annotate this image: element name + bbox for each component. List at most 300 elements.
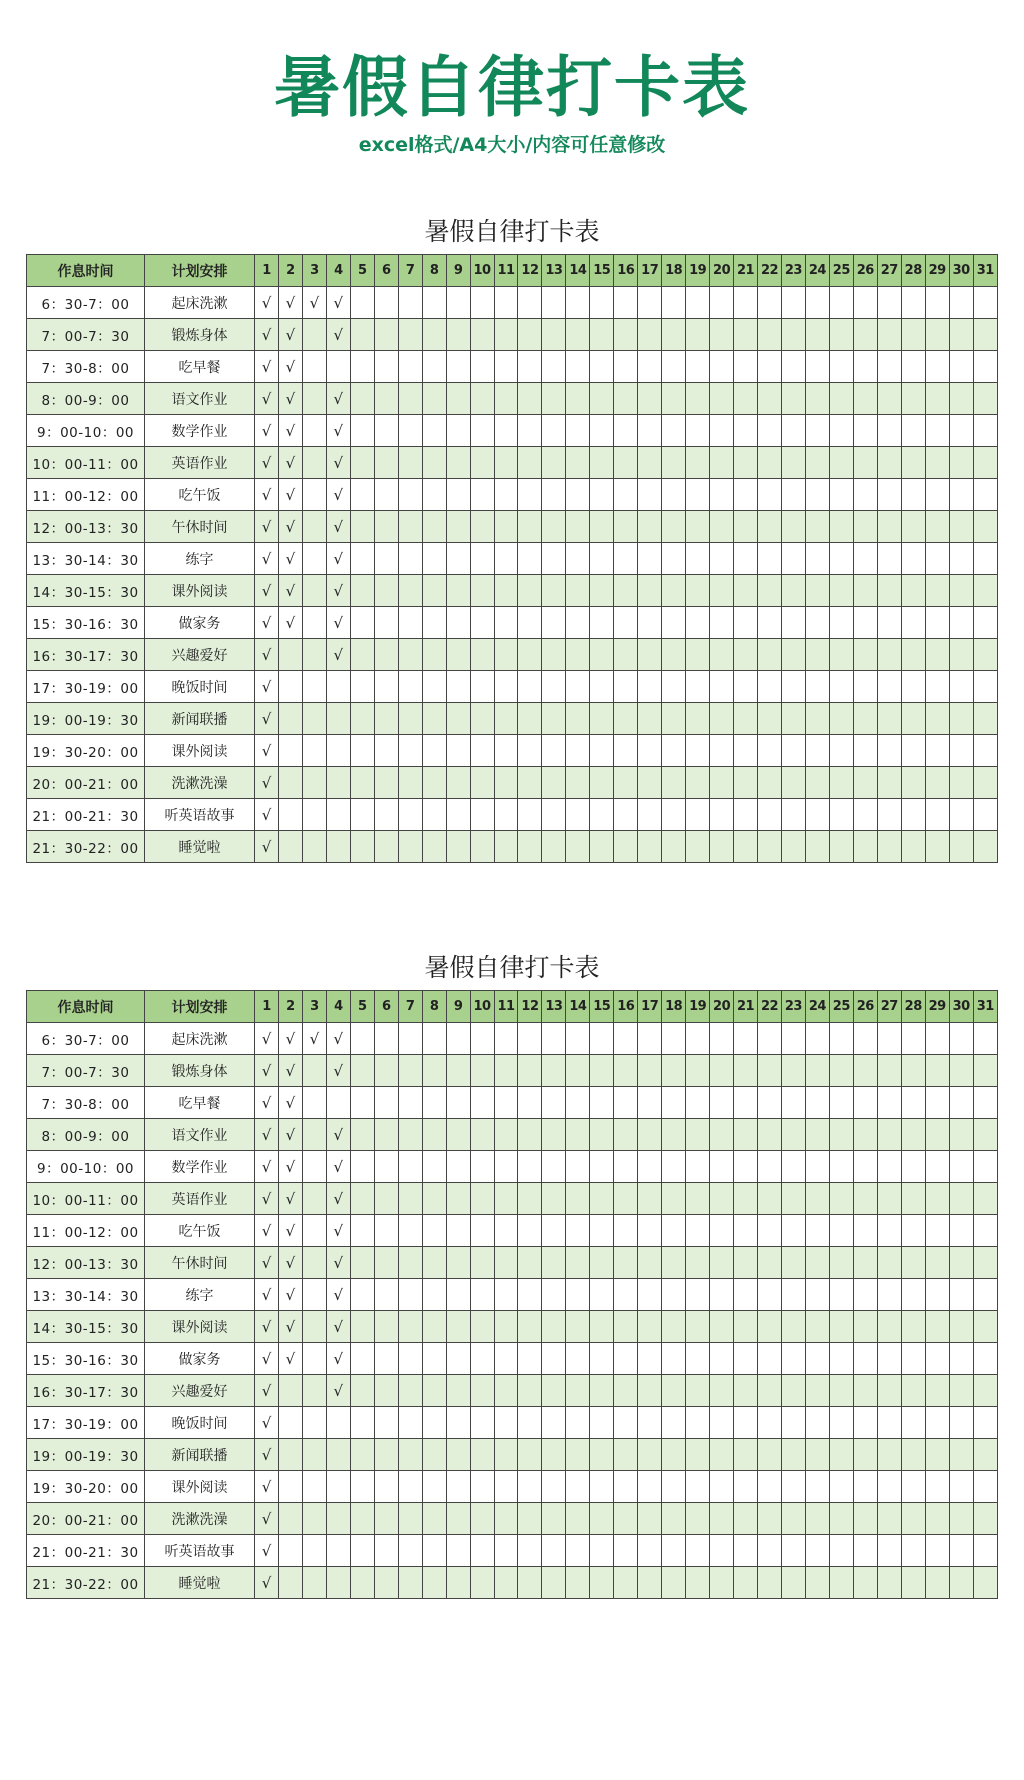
checkin-cell-day-1[interactable]: √ bbox=[255, 735, 279, 767]
checkin-cell-day-13[interactable] bbox=[542, 1311, 566, 1343]
checkin-cell-day-27[interactable] bbox=[877, 383, 901, 415]
checkin-cell-day-23[interactable] bbox=[781, 1503, 805, 1535]
checkin-cell-day-9[interactable] bbox=[446, 1503, 470, 1535]
checkin-cell-day-28[interactable] bbox=[901, 799, 925, 831]
checkin-cell-day-30[interactable] bbox=[949, 383, 973, 415]
checkin-cell-day-30[interactable] bbox=[949, 1343, 973, 1375]
checkin-cell-day-24[interactable] bbox=[805, 1215, 829, 1247]
checkin-cell-day-22[interactable] bbox=[758, 1087, 782, 1119]
checkin-cell-day-26[interactable] bbox=[853, 511, 877, 543]
checkin-cell-day-10[interactable] bbox=[470, 671, 494, 703]
checkin-cell-day-18[interactable] bbox=[662, 575, 686, 607]
checkin-cell-day-29[interactable] bbox=[925, 735, 949, 767]
checkin-cell-day-24[interactable] bbox=[805, 639, 829, 671]
checkin-cell-day-24[interactable] bbox=[805, 1439, 829, 1471]
checkin-cell-day-13[interactable] bbox=[542, 543, 566, 575]
checkin-cell-day-13[interactable] bbox=[542, 575, 566, 607]
checkin-cell-day-12[interactable] bbox=[518, 671, 542, 703]
checkin-cell-day-29[interactable] bbox=[925, 479, 949, 511]
checkin-cell-day-12[interactable] bbox=[518, 1439, 542, 1471]
checkin-cell-day-4[interactable] bbox=[326, 735, 350, 767]
checkin-cell-day-31[interactable] bbox=[973, 1279, 997, 1311]
checkin-cell-day-31[interactable] bbox=[973, 1535, 997, 1567]
checkin-cell-day-27[interactable] bbox=[877, 639, 901, 671]
checkin-cell-day-26[interactable] bbox=[853, 447, 877, 479]
checkin-cell-day-26[interactable] bbox=[853, 1343, 877, 1375]
checkin-cell-day-23[interactable] bbox=[781, 1375, 805, 1407]
checkin-cell-day-20[interactable] bbox=[710, 575, 734, 607]
checkin-cell-day-9[interactable] bbox=[446, 703, 470, 735]
checkin-cell-day-3[interactable] bbox=[302, 1215, 326, 1247]
checkin-cell-day-8[interactable] bbox=[422, 1503, 446, 1535]
checkin-cell-day-19[interactable] bbox=[686, 287, 710, 319]
checkin-cell-day-6[interactable] bbox=[374, 1279, 398, 1311]
checkin-cell-day-14[interactable] bbox=[566, 607, 590, 639]
checkin-cell-day-23[interactable] bbox=[781, 351, 805, 383]
checkin-cell-day-8[interactable] bbox=[422, 1119, 446, 1151]
checkin-cell-day-30[interactable] bbox=[949, 831, 973, 863]
checkin-cell-day-1[interactable]: √ bbox=[255, 351, 279, 383]
checkin-cell-day-28[interactable] bbox=[901, 1055, 925, 1087]
checkin-cell-day-7[interactable] bbox=[398, 1503, 422, 1535]
checkin-cell-day-19[interactable] bbox=[686, 799, 710, 831]
checkin-cell-day-22[interactable] bbox=[758, 831, 782, 863]
checkin-cell-day-5[interactable] bbox=[350, 1567, 374, 1599]
checkin-cell-day-20[interactable] bbox=[710, 287, 734, 319]
checkin-cell-day-29[interactable] bbox=[925, 1567, 949, 1599]
checkin-cell-day-15[interactable] bbox=[590, 671, 614, 703]
checkin-cell-day-7[interactable] bbox=[398, 319, 422, 351]
checkin-cell-day-26[interactable] bbox=[853, 383, 877, 415]
checkin-cell-day-5[interactable] bbox=[350, 1375, 374, 1407]
checkin-cell-day-26[interactable] bbox=[853, 351, 877, 383]
checkin-cell-day-11[interactable] bbox=[494, 1087, 518, 1119]
checkin-cell-day-5[interactable] bbox=[350, 1407, 374, 1439]
checkin-cell-day-24[interactable] bbox=[805, 1055, 829, 1087]
checkin-cell-day-14[interactable] bbox=[566, 1247, 590, 1279]
checkin-cell-day-12[interactable] bbox=[518, 1247, 542, 1279]
checkin-cell-day-24[interactable] bbox=[805, 1471, 829, 1503]
checkin-cell-day-29[interactable] bbox=[925, 1279, 949, 1311]
checkin-cell-day-8[interactable] bbox=[422, 511, 446, 543]
checkin-cell-day-23[interactable] bbox=[781, 1151, 805, 1183]
checkin-cell-day-14[interactable] bbox=[566, 671, 590, 703]
checkin-cell-day-12[interactable] bbox=[518, 607, 542, 639]
checkin-cell-day-17[interactable] bbox=[638, 1439, 662, 1471]
checkin-cell-day-22[interactable] bbox=[758, 511, 782, 543]
checkin-cell-day-10[interactable] bbox=[470, 1471, 494, 1503]
checkin-cell-day-8[interactable] bbox=[422, 735, 446, 767]
checkin-cell-day-26[interactable] bbox=[853, 1311, 877, 1343]
checkin-cell-day-8[interactable] bbox=[422, 767, 446, 799]
checkin-cell-day-15[interactable] bbox=[590, 1471, 614, 1503]
checkin-cell-day-13[interactable] bbox=[542, 319, 566, 351]
checkin-cell-day-10[interactable] bbox=[470, 1023, 494, 1055]
checkin-cell-day-4[interactable] bbox=[326, 1471, 350, 1503]
checkin-cell-day-25[interactable] bbox=[829, 1279, 853, 1311]
checkin-cell-day-25[interactable] bbox=[829, 511, 853, 543]
checkin-cell-day-1[interactable]: √ bbox=[255, 671, 279, 703]
checkin-cell-day-14[interactable] bbox=[566, 831, 590, 863]
checkin-cell-day-8[interactable] bbox=[422, 1311, 446, 1343]
checkin-cell-day-15[interactable] bbox=[590, 735, 614, 767]
checkin-cell-day-3[interactable] bbox=[302, 671, 326, 703]
checkin-cell-day-11[interactable] bbox=[494, 447, 518, 479]
checkin-cell-day-3[interactable] bbox=[302, 1183, 326, 1215]
checkin-cell-day-21[interactable] bbox=[734, 415, 758, 447]
checkin-cell-day-19[interactable] bbox=[686, 1407, 710, 1439]
checkin-cell-day-12[interactable] bbox=[518, 703, 542, 735]
checkin-cell-day-17[interactable] bbox=[638, 639, 662, 671]
checkin-cell-day-22[interactable] bbox=[758, 735, 782, 767]
checkin-cell-day-11[interactable] bbox=[494, 1247, 518, 1279]
checkin-cell-day-15[interactable] bbox=[590, 1567, 614, 1599]
checkin-cell-day-2[interactable] bbox=[278, 735, 302, 767]
checkin-cell-day-6[interactable] bbox=[374, 1023, 398, 1055]
checkin-cell-day-15[interactable] bbox=[590, 1087, 614, 1119]
checkin-cell-day-18[interactable] bbox=[662, 415, 686, 447]
checkin-cell-day-22[interactable] bbox=[758, 383, 782, 415]
checkin-cell-day-9[interactable] bbox=[446, 1119, 470, 1151]
checkin-cell-day-23[interactable] bbox=[781, 639, 805, 671]
checkin-cell-day-23[interactable] bbox=[781, 735, 805, 767]
checkin-cell-day-10[interactable] bbox=[470, 639, 494, 671]
checkin-cell-day-11[interactable] bbox=[494, 767, 518, 799]
checkin-cell-day-31[interactable] bbox=[973, 1215, 997, 1247]
checkin-cell-day-11[interactable] bbox=[494, 575, 518, 607]
checkin-cell-day-15[interactable] bbox=[590, 607, 614, 639]
checkin-cell-day-3[interactable] bbox=[302, 639, 326, 671]
checkin-cell-day-24[interactable] bbox=[805, 511, 829, 543]
checkin-cell-day-20[interactable] bbox=[710, 1023, 734, 1055]
checkin-cell-day-11[interactable] bbox=[494, 799, 518, 831]
checkin-cell-day-5[interactable] bbox=[350, 1471, 374, 1503]
checkin-cell-day-29[interactable] bbox=[925, 607, 949, 639]
checkin-cell-day-23[interactable] bbox=[781, 1439, 805, 1471]
checkin-cell-day-15[interactable] bbox=[590, 1279, 614, 1311]
checkin-cell-day-8[interactable] bbox=[422, 479, 446, 511]
checkin-cell-day-25[interactable] bbox=[829, 1311, 853, 1343]
checkin-cell-day-29[interactable] bbox=[925, 287, 949, 319]
checkin-cell-day-26[interactable] bbox=[853, 1087, 877, 1119]
checkin-cell-day-29[interactable] bbox=[925, 639, 949, 671]
checkin-cell-day-16[interactable] bbox=[614, 1151, 638, 1183]
checkin-cell-day-7[interactable] bbox=[398, 671, 422, 703]
checkin-cell-day-15[interactable] bbox=[590, 799, 614, 831]
checkin-cell-day-17[interactable] bbox=[638, 799, 662, 831]
checkin-cell-day-17[interactable] bbox=[638, 1343, 662, 1375]
checkin-cell-day-10[interactable] bbox=[470, 415, 494, 447]
checkin-cell-day-16[interactable] bbox=[614, 1023, 638, 1055]
checkin-cell-day-20[interactable] bbox=[710, 1503, 734, 1535]
checkin-cell-day-5[interactable] bbox=[350, 1055, 374, 1087]
checkin-cell-day-9[interactable] bbox=[446, 1343, 470, 1375]
checkin-cell-day-6[interactable] bbox=[374, 1439, 398, 1471]
checkin-cell-day-6[interactable] bbox=[374, 511, 398, 543]
checkin-cell-day-2[interactable]: √ bbox=[278, 1343, 302, 1375]
checkin-cell-day-14[interactable] bbox=[566, 1311, 590, 1343]
checkin-cell-day-11[interactable] bbox=[494, 1151, 518, 1183]
checkin-cell-day-30[interactable] bbox=[949, 351, 973, 383]
checkin-cell-day-26[interactable] bbox=[853, 575, 877, 607]
checkin-cell-day-11[interactable] bbox=[494, 1343, 518, 1375]
checkin-cell-day-26[interactable] bbox=[853, 767, 877, 799]
checkin-cell-day-21[interactable] bbox=[734, 607, 758, 639]
checkin-cell-day-15[interactable] bbox=[590, 1183, 614, 1215]
checkin-cell-day-29[interactable] bbox=[925, 1311, 949, 1343]
checkin-cell-day-1[interactable]: √ bbox=[255, 1055, 279, 1087]
checkin-cell-day-19[interactable] bbox=[686, 447, 710, 479]
checkin-cell-day-17[interactable] bbox=[638, 831, 662, 863]
checkin-cell-day-2[interactable]: √ bbox=[278, 543, 302, 575]
checkin-cell-day-12[interactable] bbox=[518, 1343, 542, 1375]
checkin-cell-day-14[interactable] bbox=[566, 1503, 590, 1535]
checkin-cell-day-3[interactable] bbox=[302, 607, 326, 639]
checkin-cell-day-30[interactable] bbox=[949, 511, 973, 543]
checkin-cell-day-18[interactable] bbox=[662, 703, 686, 735]
checkin-cell-day-29[interactable] bbox=[925, 351, 949, 383]
checkin-cell-day-12[interactable] bbox=[518, 447, 542, 479]
checkin-cell-day-8[interactable] bbox=[422, 607, 446, 639]
checkin-cell-day-14[interactable] bbox=[566, 1087, 590, 1119]
checkin-cell-day-22[interactable] bbox=[758, 1503, 782, 1535]
checkin-cell-day-8[interactable] bbox=[422, 415, 446, 447]
checkin-cell-day-31[interactable] bbox=[973, 1247, 997, 1279]
checkin-cell-day-27[interactable] bbox=[877, 1151, 901, 1183]
checkin-cell-day-12[interactable] bbox=[518, 1535, 542, 1567]
checkin-cell-day-4[interactable] bbox=[326, 1567, 350, 1599]
checkin-cell-day-10[interactable] bbox=[470, 767, 494, 799]
checkin-cell-day-2[interactable] bbox=[278, 703, 302, 735]
checkin-cell-day-5[interactable] bbox=[350, 1535, 374, 1567]
checkin-cell-day-26[interactable] bbox=[853, 1247, 877, 1279]
checkin-cell-day-28[interactable] bbox=[901, 351, 925, 383]
checkin-cell-day-15[interactable] bbox=[590, 415, 614, 447]
checkin-cell-day-1[interactable]: √ bbox=[255, 1151, 279, 1183]
checkin-cell-day-4[interactable]: √ bbox=[326, 415, 350, 447]
checkin-cell-day-20[interactable] bbox=[710, 703, 734, 735]
checkin-cell-day-12[interactable] bbox=[518, 1375, 542, 1407]
checkin-cell-day-26[interactable] bbox=[853, 1279, 877, 1311]
checkin-cell-day-9[interactable] bbox=[446, 671, 470, 703]
checkin-cell-day-31[interactable] bbox=[973, 799, 997, 831]
checkin-cell-day-1[interactable]: √ bbox=[255, 1567, 279, 1599]
checkin-cell-day-3[interactable] bbox=[302, 575, 326, 607]
checkin-cell-day-22[interactable] bbox=[758, 607, 782, 639]
checkin-cell-day-28[interactable] bbox=[901, 383, 925, 415]
checkin-cell-day-29[interactable] bbox=[925, 1375, 949, 1407]
checkin-cell-day-13[interactable] bbox=[542, 511, 566, 543]
checkin-cell-day-4[interactable] bbox=[326, 1535, 350, 1567]
checkin-cell-day-3[interactable] bbox=[302, 831, 326, 863]
checkin-cell-day-15[interactable] bbox=[590, 1535, 614, 1567]
checkin-cell-day-10[interactable] bbox=[470, 1343, 494, 1375]
checkin-cell-day-1[interactable]: √ bbox=[255, 831, 279, 863]
checkin-cell-day-27[interactable] bbox=[877, 287, 901, 319]
checkin-cell-day-4[interactable]: √ bbox=[326, 1247, 350, 1279]
checkin-cell-day-2[interactable]: √ bbox=[278, 1247, 302, 1279]
checkin-cell-day-7[interactable] bbox=[398, 639, 422, 671]
checkin-cell-day-21[interactable] bbox=[734, 1055, 758, 1087]
checkin-cell-day-13[interactable] bbox=[542, 1343, 566, 1375]
checkin-cell-day-6[interactable] bbox=[374, 319, 398, 351]
checkin-cell-day-31[interactable] bbox=[973, 607, 997, 639]
checkin-cell-day-2[interactable]: √ bbox=[278, 1183, 302, 1215]
checkin-cell-day-24[interactable] bbox=[805, 735, 829, 767]
checkin-cell-day-21[interactable] bbox=[734, 1215, 758, 1247]
checkin-cell-day-4[interactable]: √ bbox=[326, 1215, 350, 1247]
checkin-cell-day-14[interactable] bbox=[566, 1055, 590, 1087]
checkin-cell-day-22[interactable] bbox=[758, 447, 782, 479]
checkin-cell-day-31[interactable] bbox=[973, 767, 997, 799]
checkin-cell-day-19[interactable] bbox=[686, 703, 710, 735]
checkin-cell-day-7[interactable] bbox=[398, 735, 422, 767]
checkin-cell-day-19[interactable] bbox=[686, 1439, 710, 1471]
checkin-cell-day-20[interactable] bbox=[710, 1311, 734, 1343]
checkin-cell-day-18[interactable] bbox=[662, 1567, 686, 1599]
checkin-cell-day-19[interactable] bbox=[686, 415, 710, 447]
checkin-cell-day-9[interactable] bbox=[446, 1151, 470, 1183]
checkin-cell-day-5[interactable] bbox=[350, 831, 374, 863]
checkin-cell-day-4[interactable]: √ bbox=[326, 447, 350, 479]
checkin-cell-day-31[interactable] bbox=[973, 1439, 997, 1471]
checkin-cell-day-24[interactable] bbox=[805, 1087, 829, 1119]
checkin-cell-day-28[interactable] bbox=[901, 767, 925, 799]
checkin-cell-day-23[interactable] bbox=[781, 1535, 805, 1567]
checkin-cell-day-16[interactable] bbox=[614, 767, 638, 799]
checkin-cell-day-11[interactable] bbox=[494, 1119, 518, 1151]
checkin-cell-day-2[interactable] bbox=[278, 639, 302, 671]
checkin-cell-day-9[interactable] bbox=[446, 799, 470, 831]
checkin-cell-day-24[interactable] bbox=[805, 1407, 829, 1439]
checkin-cell-day-17[interactable] bbox=[638, 511, 662, 543]
checkin-cell-day-16[interactable] bbox=[614, 1407, 638, 1439]
checkin-cell-day-15[interactable] bbox=[590, 767, 614, 799]
checkin-cell-day-31[interactable] bbox=[973, 1311, 997, 1343]
checkin-cell-day-29[interactable] bbox=[925, 1471, 949, 1503]
checkin-cell-day-11[interactable] bbox=[494, 1023, 518, 1055]
checkin-cell-day-28[interactable] bbox=[901, 319, 925, 351]
checkin-cell-day-3[interactable] bbox=[302, 799, 326, 831]
checkin-cell-day-2[interactable]: √ bbox=[278, 511, 302, 543]
checkin-cell-day-24[interactable] bbox=[805, 1151, 829, 1183]
checkin-cell-day-8[interactable] bbox=[422, 351, 446, 383]
checkin-cell-day-20[interactable] bbox=[710, 479, 734, 511]
checkin-cell-day-25[interactable] bbox=[829, 1471, 853, 1503]
checkin-cell-day-25[interactable] bbox=[829, 1567, 853, 1599]
checkin-cell-day-27[interactable] bbox=[877, 1311, 901, 1343]
checkin-cell-day-12[interactable] bbox=[518, 415, 542, 447]
checkin-cell-day-31[interactable] bbox=[973, 319, 997, 351]
checkin-cell-day-14[interactable] bbox=[566, 1375, 590, 1407]
checkin-cell-day-22[interactable] bbox=[758, 1023, 782, 1055]
checkin-cell-day-7[interactable] bbox=[398, 703, 422, 735]
checkin-cell-day-15[interactable] bbox=[590, 287, 614, 319]
checkin-cell-day-20[interactable] bbox=[710, 1151, 734, 1183]
checkin-cell-day-20[interactable] bbox=[710, 831, 734, 863]
checkin-cell-day-16[interactable] bbox=[614, 383, 638, 415]
checkin-cell-day-23[interactable] bbox=[781, 1407, 805, 1439]
checkin-cell-day-6[interactable] bbox=[374, 1119, 398, 1151]
checkin-cell-day-24[interactable] bbox=[805, 1119, 829, 1151]
checkin-cell-day-17[interactable] bbox=[638, 607, 662, 639]
checkin-cell-day-3[interactable] bbox=[302, 319, 326, 351]
checkin-cell-day-15[interactable] bbox=[590, 319, 614, 351]
checkin-cell-day-27[interactable] bbox=[877, 671, 901, 703]
checkin-cell-day-5[interactable] bbox=[350, 1343, 374, 1375]
checkin-cell-day-23[interactable] bbox=[781, 447, 805, 479]
checkin-cell-day-30[interactable] bbox=[949, 607, 973, 639]
checkin-cell-day-21[interactable] bbox=[734, 351, 758, 383]
checkin-cell-day-3[interactable] bbox=[302, 703, 326, 735]
checkin-cell-day-28[interactable] bbox=[901, 415, 925, 447]
checkin-cell-day-16[interactable] bbox=[614, 1119, 638, 1151]
checkin-cell-day-6[interactable] bbox=[374, 351, 398, 383]
checkin-cell-day-12[interactable] bbox=[518, 1119, 542, 1151]
checkin-cell-day-4[interactable] bbox=[326, 351, 350, 383]
checkin-cell-day-17[interactable] bbox=[638, 319, 662, 351]
checkin-cell-day-25[interactable] bbox=[829, 1535, 853, 1567]
checkin-cell-day-14[interactable] bbox=[566, 735, 590, 767]
checkin-cell-day-4[interactable] bbox=[326, 799, 350, 831]
checkin-cell-day-16[interactable] bbox=[614, 1183, 638, 1215]
checkin-cell-day-18[interactable] bbox=[662, 1087, 686, 1119]
checkin-cell-day-16[interactable] bbox=[614, 1087, 638, 1119]
checkin-cell-day-24[interactable] bbox=[805, 1247, 829, 1279]
checkin-cell-day-30[interactable] bbox=[949, 575, 973, 607]
checkin-cell-day-11[interactable] bbox=[494, 287, 518, 319]
checkin-cell-day-19[interactable] bbox=[686, 639, 710, 671]
checkin-cell-day-5[interactable] bbox=[350, 1023, 374, 1055]
checkin-cell-day-24[interactable] bbox=[805, 1343, 829, 1375]
checkin-cell-day-4[interactable] bbox=[326, 767, 350, 799]
checkin-cell-day-16[interactable] bbox=[614, 639, 638, 671]
checkin-cell-day-6[interactable] bbox=[374, 1407, 398, 1439]
checkin-cell-day-24[interactable] bbox=[805, 1535, 829, 1567]
checkin-cell-day-2[interactable] bbox=[278, 1567, 302, 1599]
checkin-cell-day-13[interactable] bbox=[542, 639, 566, 671]
checkin-cell-day-3[interactable] bbox=[302, 1567, 326, 1599]
checkin-cell-day-6[interactable] bbox=[374, 287, 398, 319]
checkin-cell-day-16[interactable] bbox=[614, 1343, 638, 1375]
checkin-cell-day-21[interactable] bbox=[734, 1151, 758, 1183]
checkin-cell-day-15[interactable] bbox=[590, 1247, 614, 1279]
checkin-cell-day-14[interactable] bbox=[566, 799, 590, 831]
checkin-cell-day-29[interactable] bbox=[925, 383, 949, 415]
checkin-cell-day-23[interactable] bbox=[781, 575, 805, 607]
checkin-cell-day-15[interactable] bbox=[590, 351, 614, 383]
checkin-cell-day-17[interactable] bbox=[638, 703, 662, 735]
checkin-cell-day-23[interactable] bbox=[781, 1119, 805, 1151]
checkin-cell-day-10[interactable] bbox=[470, 1183, 494, 1215]
checkin-cell-day-28[interactable] bbox=[901, 1375, 925, 1407]
checkin-cell-day-5[interactable] bbox=[350, 1183, 374, 1215]
checkin-cell-day-2[interactable]: √ bbox=[278, 1119, 302, 1151]
checkin-cell-day-20[interactable] bbox=[710, 1119, 734, 1151]
checkin-cell-day-1[interactable]: √ bbox=[255, 1311, 279, 1343]
checkin-cell-day-8[interactable] bbox=[422, 671, 446, 703]
checkin-cell-day-20[interactable] bbox=[710, 799, 734, 831]
checkin-cell-day-28[interactable] bbox=[901, 1247, 925, 1279]
checkin-cell-day-22[interactable] bbox=[758, 287, 782, 319]
checkin-cell-day-6[interactable] bbox=[374, 1471, 398, 1503]
checkin-cell-day-28[interactable] bbox=[901, 1119, 925, 1151]
checkin-cell-day-8[interactable] bbox=[422, 1055, 446, 1087]
checkin-cell-day-2[interactable]: √ bbox=[278, 1151, 302, 1183]
checkin-cell-day-17[interactable] bbox=[638, 1023, 662, 1055]
checkin-cell-day-14[interactable] bbox=[566, 1471, 590, 1503]
checkin-cell-day-14[interactable] bbox=[566, 1119, 590, 1151]
